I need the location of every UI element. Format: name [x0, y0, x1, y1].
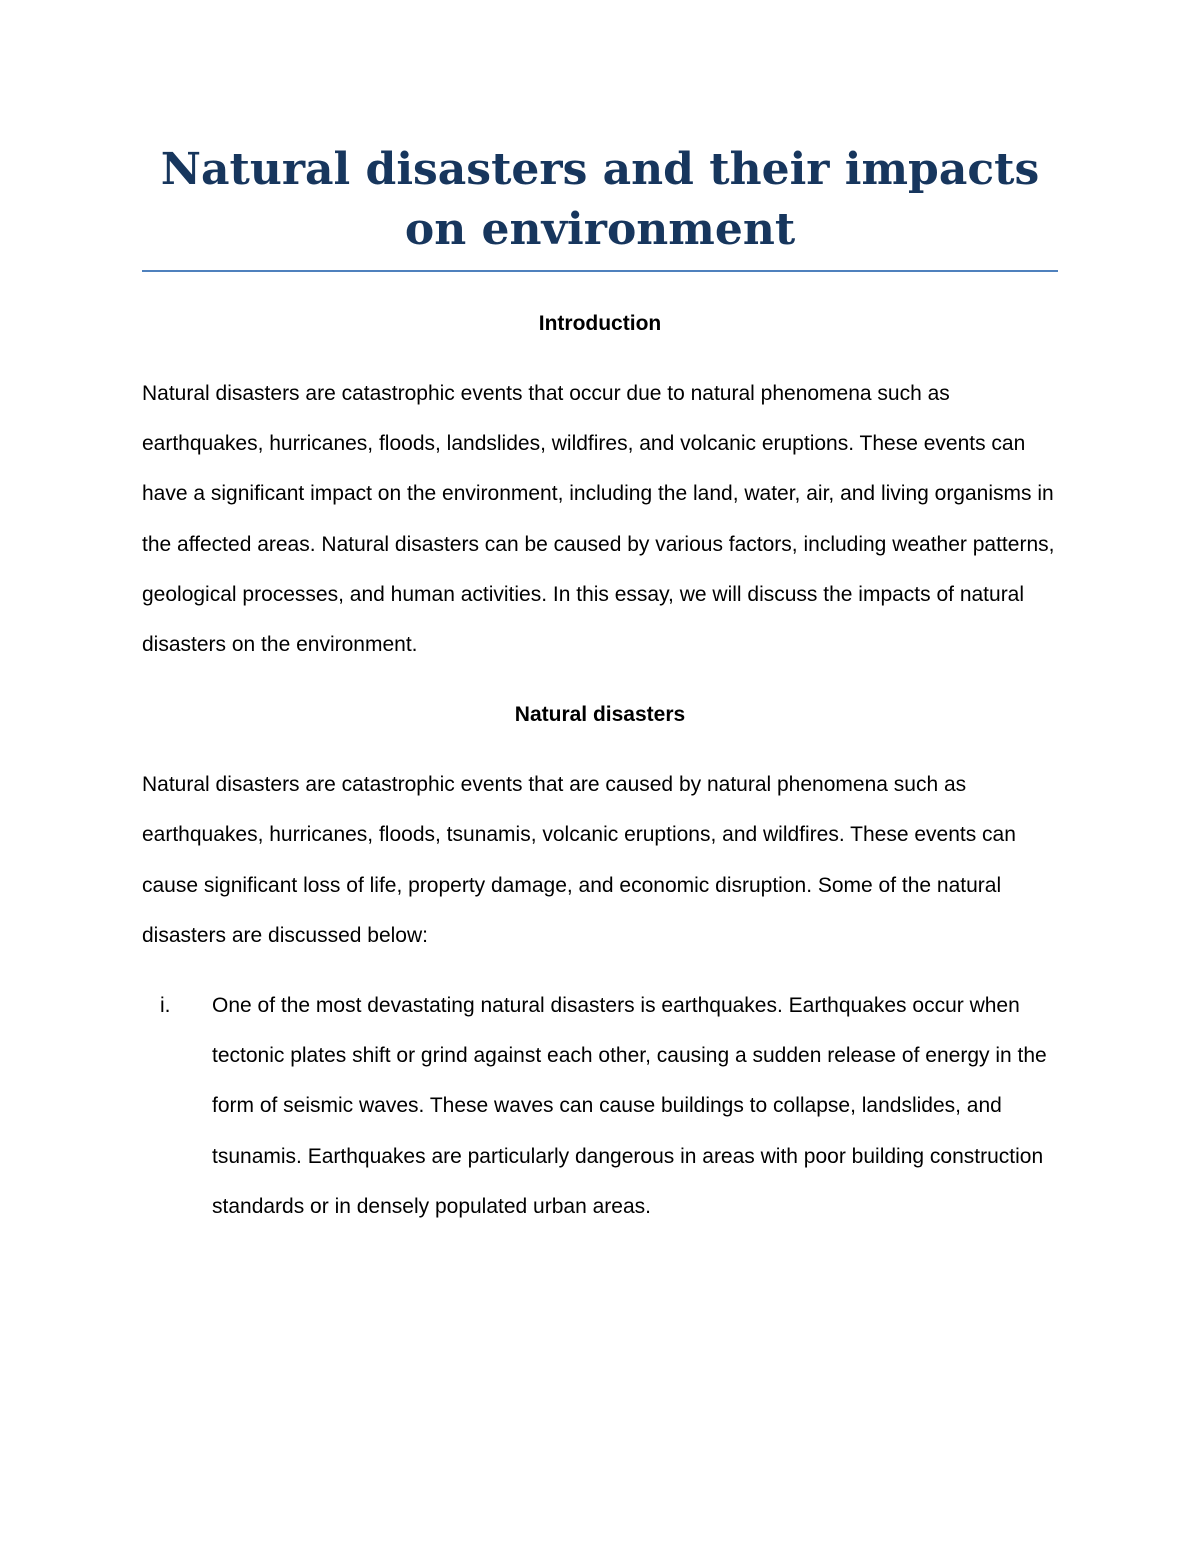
disaster-list [142, 981, 1058, 1232]
document-title: Natural disasters and their impacts on environment [160, 144, 1040, 255]
title-divider [142, 270, 1058, 272]
section-heading-introduction: Introduction [538, 312, 662, 335]
section-heading-natural-disasters: Natural disasters [514, 703, 686, 727]
natural-disasters-paragraph: Natural disasters are catastrophic events that are caused by natural phenomena such as earthquakes, hurricanes, floods, tsunamis, volcanic eruptions, and wildfires. These events can cause significant loss of life, property damage, and economic disruption. Some of the natural disasters are discussed below: [142, 773, 1016, 947]
document-page [142, 140, 1058, 1232]
list-marker: i. [160, 994, 171, 1018]
introduction-paragraph: Natural disasters are catastrophic events that occur due to natural phenomena such as earthquakes, hurricanes, floods, landslides, wildfires, and volcanic eruptions. These events can have a significant impact on the environment, including the land, water, air, and living organisms in the affected areas. Natural disasters can be caused by various factors, including weather patterns, geological processes, and human activities. In this essay, we will discuss the impacts of natural disasters on the environment. [142, 382, 1055, 657]
list-item [142, 981, 1058, 1232]
list-item-text: One of the most devastating natural disasters is earthquakes. Earthquakes occur when tectonic plates shift or grind against each other, causing a sudden release of energy in the form of seismic waves. These waves can cause buildings to collapse, landslides, and tsunamis. Earthquakes are particularly dangerous in areas with poor building construction standards or in densely populated urban areas. [212, 994, 1047, 1218]
